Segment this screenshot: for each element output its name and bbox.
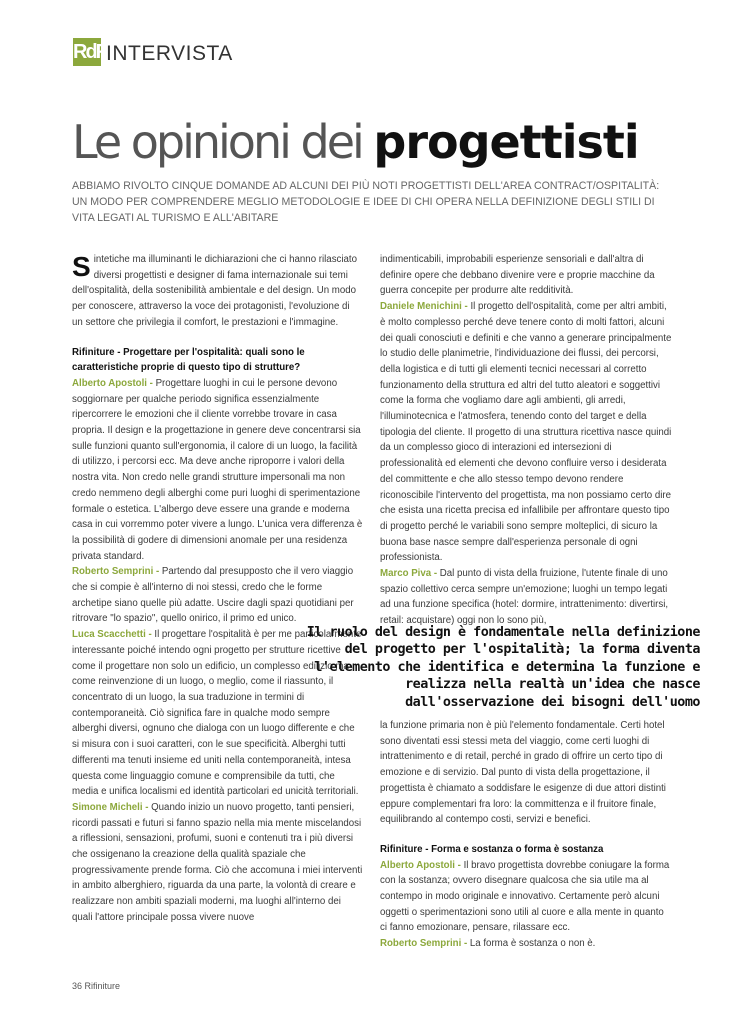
answer-text: Il progettare l'ospitalità è per me particolarmente interessante poiché intendo ogni progetto per strutture ricettive come il progettare non solo un edificio, un complesso edilizio ma come reinvenzione di un luogo, o meglio, come il riassunto, il concentrato di un luogo, la sua traduzione in termini di contemporaneità. Ciò significa fare in qualche modo sempre alberghi diversi, ognuno che dialoga con un luogo differente e che si misura con i suoi caratteri, con le sue specificità. Alberghi tutti differenti ma tenuti insieme ed uniti nella contemporaneità, intesa questa come linguaggio comune e comprensibile da tutti, che media e unifica localismi ed identità particolari ed unicità territoriali. xyxy=(72,629,362,798)
title-bold: progettisti xyxy=(373,115,639,169)
answer-menichini xyxy=(380,299,672,566)
question-1: Rifiniture - Progettare per l'ospitalità: quali sono le caratteristiche proprie di questo tipo di strutture? xyxy=(72,346,305,374)
title-light: Le opinioni dei xyxy=(72,115,374,169)
page-folio: 36 Rifiniture xyxy=(72,981,121,991)
answer-semprini-2 xyxy=(380,936,672,952)
article-title xyxy=(72,112,639,172)
right-column-upper xyxy=(380,252,672,629)
answer-semprini xyxy=(72,564,363,627)
answer-text: Il bravo progettista dovrebbe coniugare la forma con la sostanza; ovvero disegnare qualcosa che sia utile ma al contempo in modo originale e innovativo. Certamente però alcuni oggetti o sperimentazioni sono utili al cuore e alla mente in quanto ci fanno emozionare, pensare, rilassare ecc. xyxy=(380,859,670,934)
answer-text: Quando inizio un nuovo progetto, tanti pensieri, ricordi passati e futuri si fanno spazio nella mia mente miscelandosi a riflessioni, sensazioni, profumi, suoni e contenuti tra i più diversi che ossigenano la creazione della qualità spaziale che progressivamente prende forma. Ciò che accomuna i miei interventi in ambito alberghiero, riguarda da una parte, la volontà di creare e realizzare non ambiti spaziali moderni, ma luoghi all'interno dei quali l'attore principale possa vivere nuove xyxy=(72,801,363,923)
magazine-logo: RdF xyxy=(73,38,101,66)
speaker-name: Simone Micheli - xyxy=(72,801,149,813)
drop-cap: S xyxy=(72,251,91,282)
answer-apostoli xyxy=(72,376,363,564)
speaker-name: Daniele Menichini - xyxy=(380,301,468,313)
answer-micheli xyxy=(72,800,363,926)
speaker-name: Roberto Semprini - xyxy=(380,938,468,950)
right-column-lower xyxy=(380,718,672,952)
intro-paragraph xyxy=(72,252,363,331)
left-column xyxy=(72,252,363,926)
speaker-name: Luca Scacchetti - xyxy=(72,629,152,641)
pull-quote: Il ruolo del design è fondamentale nella definizione del progetto per l'ospitalità; la forma diventa l'elemento che identifica e determina la funzione e realizza nella realtà un'idea che nasce dall'osservazione dei bisogni dell'uomo xyxy=(306,625,700,710)
question-2: Rifiniture - Forma e sostanza o forma è sostanza xyxy=(380,843,604,855)
speaker-name: Marco Piva - xyxy=(380,568,438,580)
article-subtitle: ABBIAMO RIVOLTO CINQUE DOMANDE AD ALCUNI DEI PIÙ NOTI PROGETTISTI DELL'AREA CONTRACT/OSPITALITÀ: UN MODO PER COMPRENDERE MEGLIO METODOLOGIE E IDEE DI CHI OPERA NELLA DEFINIZIONE DEGLI STILI DI VITA LEGATI AL TURISMO E ALL'ABITARE xyxy=(72,180,660,224)
continued-text: la funzione primaria non è più l'elemento fondamentale. Certi hotel sono diventati essi stessi meta del viaggio, come certi luoghi di intrattenimento e di retail, perché in grado di offrire un certo tipo di emozione e di servizio. Dal punto di vista della progettazione, il progettista è chiamato a soddisfare le esigenze di due attori distinti eppure complementari fra loro: la committenza e il fruitore finale, equilibrando al contempo costi, servizi e benefici. xyxy=(380,720,666,826)
continued-text: indimenticabili, improbabili esperienze sensoriali e dall'altra di definire opere che debbano divenire vere e proprie macchine da guerra concepite per produrre alte redditività. xyxy=(380,254,655,297)
answer-text: Il progetto dell'ospitalità, come per altri ambiti, è molto complesso perché deve tenere conto di molti fattori, alcuni dei quali conosciuti e definiti e che vanno a generare principalmente lo studio delle planimetrie, l'individuazione dei flussi, dei percorsi, della logistica e di tutti gli elementi tecnici necessari al corretto funzionamento della struttura ed altri del tutto aleatori e soggettivi come la forma che vogliamo dare agli ambienti, gli arredi, l'illuminotecnica e l'atmosfera, tenendo conto del target e della tipologia del cliente. Il progetto di una struttura ricettiva nasce quindi da un complesso gioco di interazioni ed intersezioni di professionalità ed elementi che devono confluire verso i desiderata del committente e che allo stesso tempo devono rendere riconoscibile l'intervento del progettista, ma non possiamo certo dire che esista una ricetta precisa ed infallibile per affrontare questo tipo di progetto perché le variabili sono sempre molteplici, di sicuro la buona base nasce sempre dall'esperienza personale di ogni professionista. xyxy=(380,301,672,564)
speaker-name: Roberto Semprini - xyxy=(72,566,160,578)
speaker-name: Alberto Apostoli - xyxy=(72,377,153,389)
intro-text: intetiche ma illuminanti le dichiarazioni che ci hanno rilasciato diversi progettisti e designer di fama internazionale sui temi dell'ospitalità, della sostenibilità ambientale e del design. Un modo per conoscere, attraverso la voce dei protagonisti, l'evoluzione di un settore che privilegia il comfort, le prestazioni e l'immagine. xyxy=(72,254,358,328)
answer-text: Dal punto di vista della fruizione, l'utente finale di uno spazio collettivo cerca sempre un'emozione; luoghi un tempo legati ad una funzione specifica (hotel: dormire, intrattenimento: divertirsi, retail: acquistare) oggi non lo sono più, xyxy=(380,568,669,627)
answer-text: La forma è sostanza o non è. xyxy=(467,938,596,950)
answer-text: Progettare luoghi in cui le persone devono soggiornare per qualche periodo significa essenzialmente ripercorrere le emozioni che il cliente vorrebbe trovare in casa propria. Il design e la progettazione in genere deve concentrarsi sia sulle funzioni quanto sull'ergonomia, il calore di un luogo, la facilità di utilizzo, i percorsi ecc. Ma deve anche riproporre i valori della nostra vita. Non credo nelle grandi strutture impersonali ma non credo nemmeno degli alberghi come puri luoghi di sperimentazione formale o estetica. L'albergo deve essere una grande e moderna casa in cui vorremmo poter vivere a lungo. L'unica vera differenza è la possibilità di godere di dimensioni anomale per una residenza privata standard. xyxy=(72,377,363,562)
answer-piva xyxy=(380,566,672,629)
section-label: INTERVISTA xyxy=(106,42,233,65)
answer-apostoli-2 xyxy=(380,858,672,937)
answer-text: Partendo dal presupposto che il vero viaggio che si compie è all'interno di noi stessi, credo che le forme archetipe siano quelle più adatte. Uscire dagli spazi quotidiani per ritrovare "lo spazio", quello onirico, il primo ed unico. xyxy=(72,566,354,625)
speaker-name: Alberto Apostoli - xyxy=(380,859,461,871)
